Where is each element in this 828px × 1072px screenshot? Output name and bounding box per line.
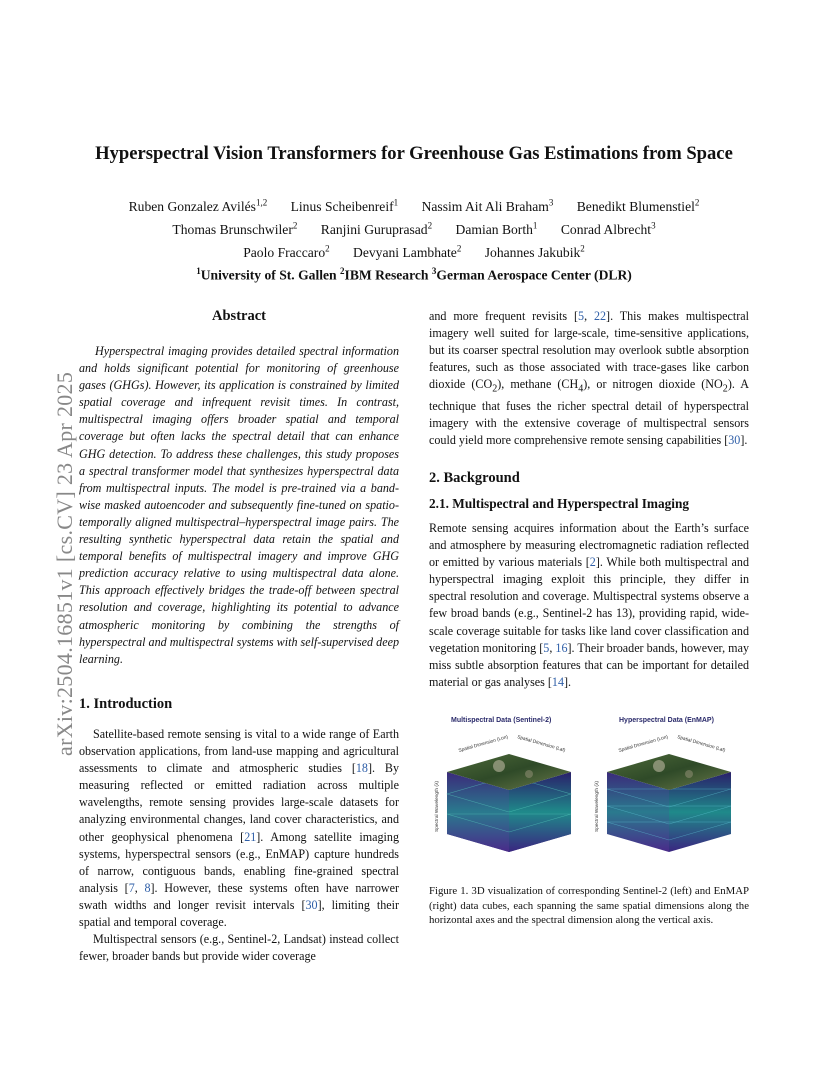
author: Thomas Brunschwiler$^2$ — [172, 220, 298, 237]
section-heading-introduction: 1. Introduction — [79, 696, 173, 712]
citation-link[interactable]: 30 — [728, 433, 741, 448]
citation-link[interactable]: 30 — [305, 897, 318, 912]
right-axis-y-label: Spatial Dimension (Lat) — [676, 735, 726, 754]
paragraph: Multispectral sensors (e.g., Sentinel-2, Landsat) instead collect fewer, broader bands but provide wider coverage — [79, 932, 399, 964]
citation-link[interactable]: 14 — [551, 674, 564, 689]
left-axis-z-label: Spectral Wavelength (λ) — [435, 780, 440, 832]
abstract-text: Hyperspectral imaging provides detailed spectral information and holds significant potential for monitoring of greenhouse gases (GHGs). However, its application is constrained by limited spatial coverage and infrequent revisit times. In contrast, multispectral imaging offers broader spatial and temporal coverage but often lacks the spectral detail that can enhance GHG detection. To address these challenges, this study proposes a spectral transformer model that synthesizes hyperspectral data from multispectral inputs. The model is pre-trained via a band-wise masked autoencoder and subsequently fine-tuned on spatio-temporally aligned multispectral–hyperspectral image pairs. The resulting synthetic hyperspectral data retain the spatial and temporal benefits of multispectral imagery and improve GHG prediction accuracy relative to using multispectral data alone. This approach effectively bridges the trade-off between spectral resolution and coverage, highlighting its potential to advance atmospheric monitoring by combining the strengths of hyperspectral and multispectral systems with self-supervised deep learning. — [79, 344, 399, 666]
paragraph: and more frequent revisits [5, 22]. This makes multispectral imagery well suited for large-scale, time-sensitive applications, but its coarser spectral resolution may overlook subtle absorption features, such as those associated with trace-gases like carbon dioxide $(CO_2)$, methane $(CH_4)$, or nitrogen dioxide $(NO_2)$. A technique that fuses the richer spectral detail of hyperspectral imagery with the extensive coverage of multispectral sensors could yield more comprehensive remote sensing capabilities [30]. — [429, 309, 750, 448]
author: Devyani Lambhate$^2$ — [353, 243, 462, 260]
paragraph: Satellite-based remote sensing is vital to a wide range of Earth observation applications, from land-use mapping and agricultural assessments to climate and atmospheric studies [18]. By measuring reflected or emitted radiation across multiple wavelengths, remote sensing provides large-scale datasets for analyzing environmental changes, land cover characteristics, and other geophysical phenomena [21]. Among satellite imaging systems, hyperspectral sensors (e.g., EnMAP) capture hundreds of narrow, contiguous bands, enabling fine-grained spectral analysis [7, 8]. However, these systems often have narrower swath widths and longer revisit intervals [30], limiting their spatial and temporal coverage. — [79, 727, 400, 930]
citation-link[interactable]: 22 — [593, 309, 607, 323]
arxiv-identifier: arXiv:2504.16851v1 [cs.CV] 23 Apr 2025 — [52, 371, 77, 756]
citation-link[interactable]: 18 — [355, 761, 368, 776]
figure-1 — [429, 714, 749, 882]
left-panel-title: Multispectral Data (Sentinel-2) — [451, 717, 552, 724]
author: Benedikt Blumenstiel$^2$ — [576, 197, 700, 214]
author-line-2 — [60, 216, 768, 239]
author-line-1 — [60, 193, 768, 216]
citation-link[interactable]: 5 — [543, 640, 550, 655]
right-panel-title: Hyperspectral Data (EnMAP) — [619, 717, 714, 724]
arxiv-side-stamp — [22, 286, 77, 756]
author: Nassim Ait Ali Braham$^3$ — [421, 197, 554, 214]
author: Paolo Fraccaro$^2$ — [243, 243, 330, 260]
author: Linus Scheibenreif$^1$ — [290, 197, 399, 214]
citation-link[interactable]: 2 — [589, 555, 596, 570]
abstract-heading: Abstract — [212, 308, 266, 324]
left-axis-x-label: Spatial Dimension (Lon) — [458, 735, 509, 754]
enmap-cube — [607, 754, 731, 852]
author-block — [60, 193, 768, 285]
author: Johannes Jakubik$^2$ — [484, 243, 585, 260]
right-column-continuation — [429, 308, 749, 449]
paragraph: Remote sensing acquires information about the Earth’s surface and atmosphere by measuring electromagnetic radiation reflected or emitted by various materials [2]. While both multispectral and hyperspectral imaging exploit this principle, they differ in spectral resolution and coverage. Multispectral systems observe a few broad bands (e.g., Sentinel-2 has 13), providing rapid, wide-scale coverage suitable for tasks like land cover classification and vegetation monitoring [5, 16]. Their broader bands, however, may miss subtle absorption features that can be important for detailed material or gas analyses [14]. — [429, 521, 750, 689]
citation-link[interactable]: 5 — [578, 309, 585, 323]
citation-link[interactable]: 8 — [144, 880, 151, 895]
author: Ruben Gonzalez Avilés$^{1,2}$ — [128, 197, 268, 214]
left-axis-y-label: Spatial Dimension (Lat) — [516, 735, 566, 754]
data-cube-figure — [429, 714, 749, 882]
background-body — [429, 520, 749, 691]
figure-caption: Figure 1. 3D visualization of corresponding Sentinel-2 (left) and EnMAP (right) data cubes, each spanning the same spatial dimensions along the horizontal axes and the spectral dimension along the vertical axis. — [429, 885, 749, 927]
author: Damian Borth$^1$ — [455, 220, 538, 237]
introduction-body — [79, 726, 399, 965]
right-axis-x-label: Spatial Dimension (Lon) — [618, 735, 669, 754]
citation-link[interactable]: 16 — [555, 640, 568, 655]
citation-link[interactable]: 7 — [128, 880, 135, 895]
author: Ranjini Guruprasad$^2$ — [320, 220, 433, 237]
section-heading-background: 2. Background — [429, 470, 520, 486]
right-axis-z-label: Spectral Wavelength (λ) — [595, 780, 600, 832]
author-line-3 — [60, 239, 768, 262]
affiliations: $^1$University of St. Gallen $^2$IBM Research $^3$German Aerospace Center (DLR) — [196, 266, 632, 283]
subsection-heading: 2.1. Multispectral and Hyperspectral Imaging — [429, 496, 690, 511]
citation-link[interactable]: 21 — [244, 829, 257, 844]
paper-title: Hyperspectral Vision Transformers for Greenhouse Gas Estimations from Space — [95, 143, 733, 164]
author: Conrad Albrecht$^3$ — [560, 220, 656, 237]
sentinel2-cube — [447, 754, 571, 852]
